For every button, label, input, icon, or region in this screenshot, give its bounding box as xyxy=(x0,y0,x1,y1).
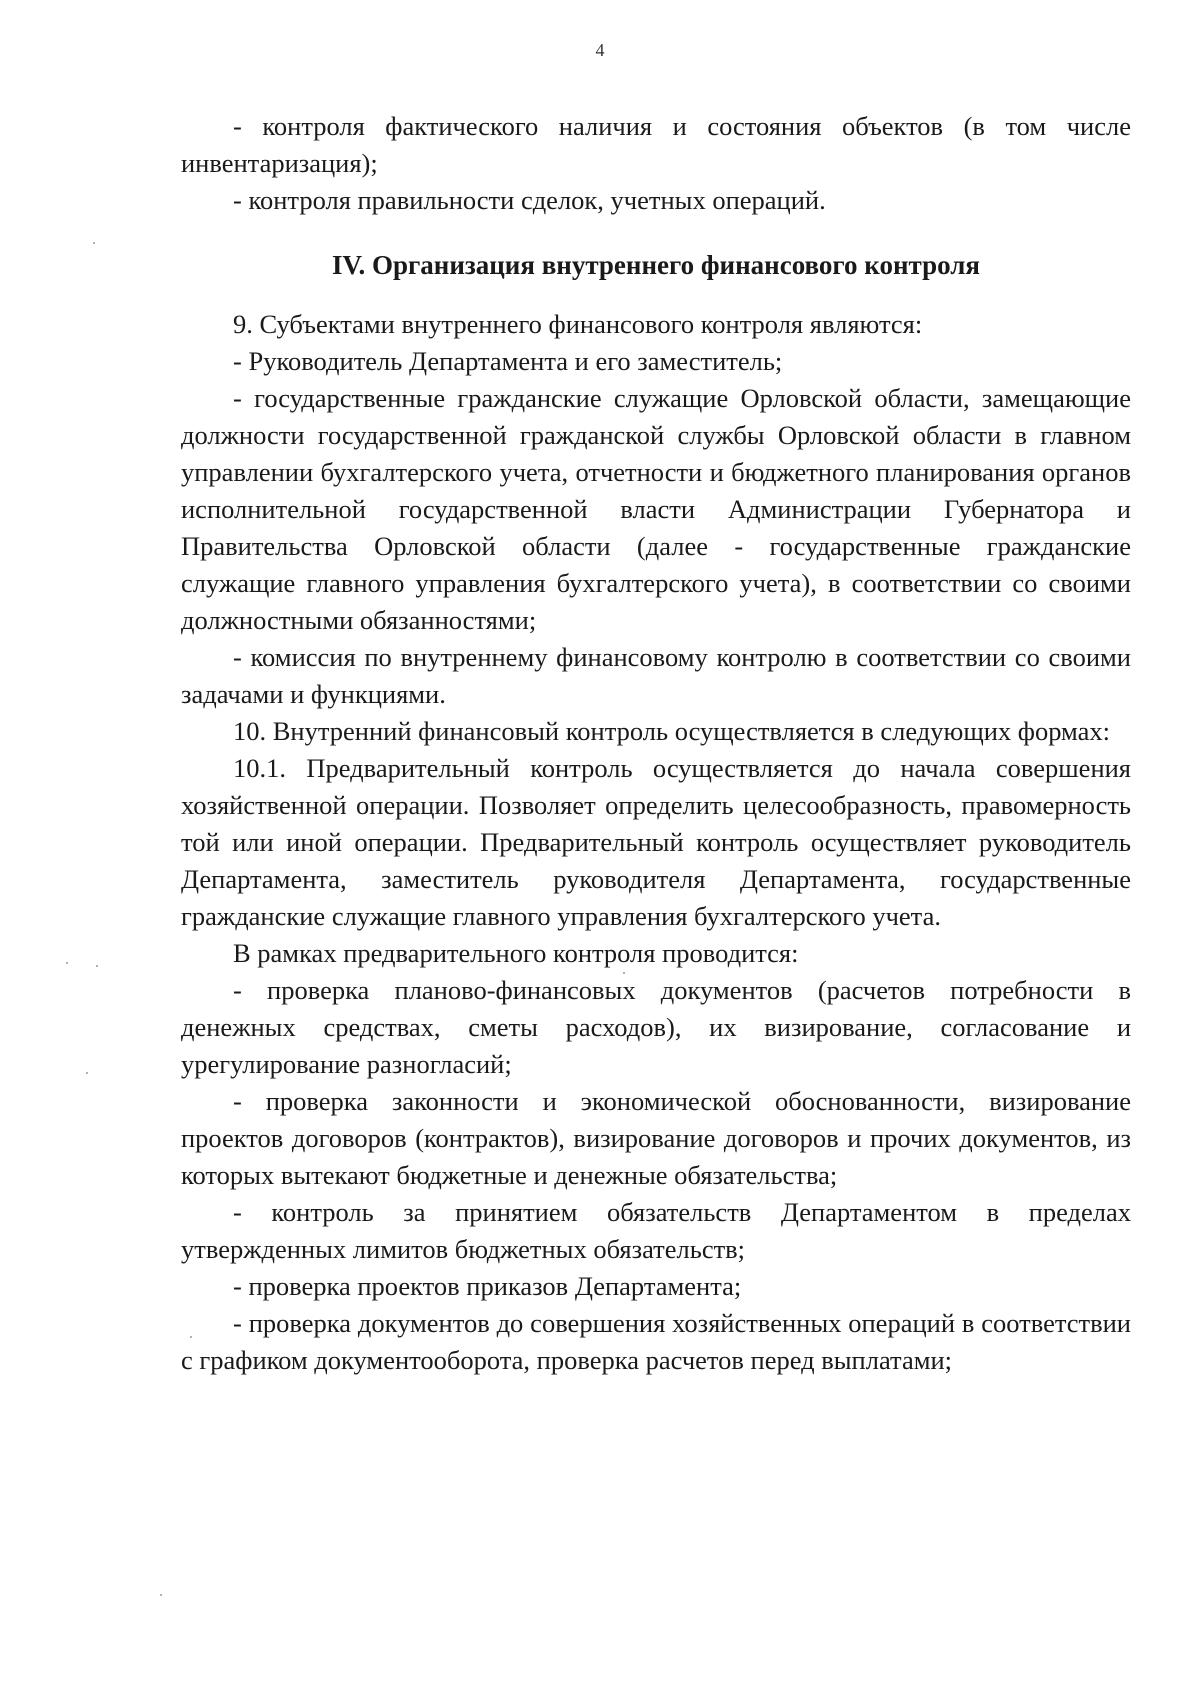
list-item-head-of-department: - Руководитель Департамента и его заместитель; xyxy=(233,346,783,376)
section-heading: IV. Организация внутреннего финансового контроля xyxy=(331,250,981,280)
page-number: 4 xyxy=(595,40,605,60)
paragraph-10-1-preliminary-control: 10.1. Предварительный контроль осуществляется до начала совершения хозяйственной операции. Позволяет определить целесообразность, правомерность той или иной операции. Предварительный контроль осуществляет руководитель Департамента, заместитель руководителя Департамента, государственные гражданские служащие главного управления бухгалтерского учета. xyxy=(181,753,1131,931)
scan-speck xyxy=(96,965,98,967)
scan-speck xyxy=(190,1336,192,1338)
document-body xyxy=(181,108,1131,1379)
list-item-commission: - комиссия по внутреннему финансовому контролю в соответствии со своими задачами и функциями. xyxy=(181,642,1131,709)
list-item-transactions-control: - контроля правильности сделок, учетных операций. xyxy=(233,185,826,215)
scan-speck xyxy=(86,1072,88,1074)
list-item-inventory-control: - контроля фактического наличия и состояния объектов (в том числе инвентаризация); xyxy=(181,111,1131,178)
scan-speck xyxy=(66,962,68,964)
scan-speck xyxy=(93,242,95,244)
list-item-obligations-control: - контроль за принятием обязательств Департаментом в пределах утвержденных лимитов бюджетных обязательств; xyxy=(181,1197,1131,1264)
list-item-civil-servants: - государственные гражданские служащие Орловской области, замещающие должности государственной гражданской службы Орловской области в главном управлении бухгалтерского учета, отчетности и бюджетного планирования органов исполнительной государственной власти Администрации Губернатора и Правительства Орловской области (далее - государственные гражданские служащие главного управления бухгалтерского учета), в соответствии со своими должностными обязанностями; xyxy=(181,383,1131,635)
scan-speck xyxy=(623,972,625,974)
list-item-legality-check: - проверка законности и экономической обоснованности, визирование проектов договоров (контрактов), визирование договоров и прочих документов, из которых вытекают бюджетные и денежные обязательства; xyxy=(181,1086,1131,1190)
paragraph-9-subjects: 9. Субъектами внутреннего финансового контроля являются: xyxy=(233,309,923,339)
paragraph-10-forms: 10. Внутренний финансовый контроль осуществляется в следующих формах: xyxy=(233,716,1111,746)
paragraph-preliminary-scope: В рамках предварительного контроля проводится: xyxy=(233,938,799,968)
list-item-documents-check: - проверка документов до совершения хозяйственных операций в соответствии с графиком документооборота, проверка расчетов перед выплатами; xyxy=(181,1308,1131,1375)
scan-speck xyxy=(160,1594,162,1596)
list-item-financial-documents: - проверка планово-финансовых документов (расчетов потребности в денежных средствах, сметы расходов), их визирование, согласование и урегулирование разногласий; xyxy=(181,975,1131,1079)
list-item-orders-check: - проверка проектов приказов Департамента; xyxy=(233,1271,742,1301)
